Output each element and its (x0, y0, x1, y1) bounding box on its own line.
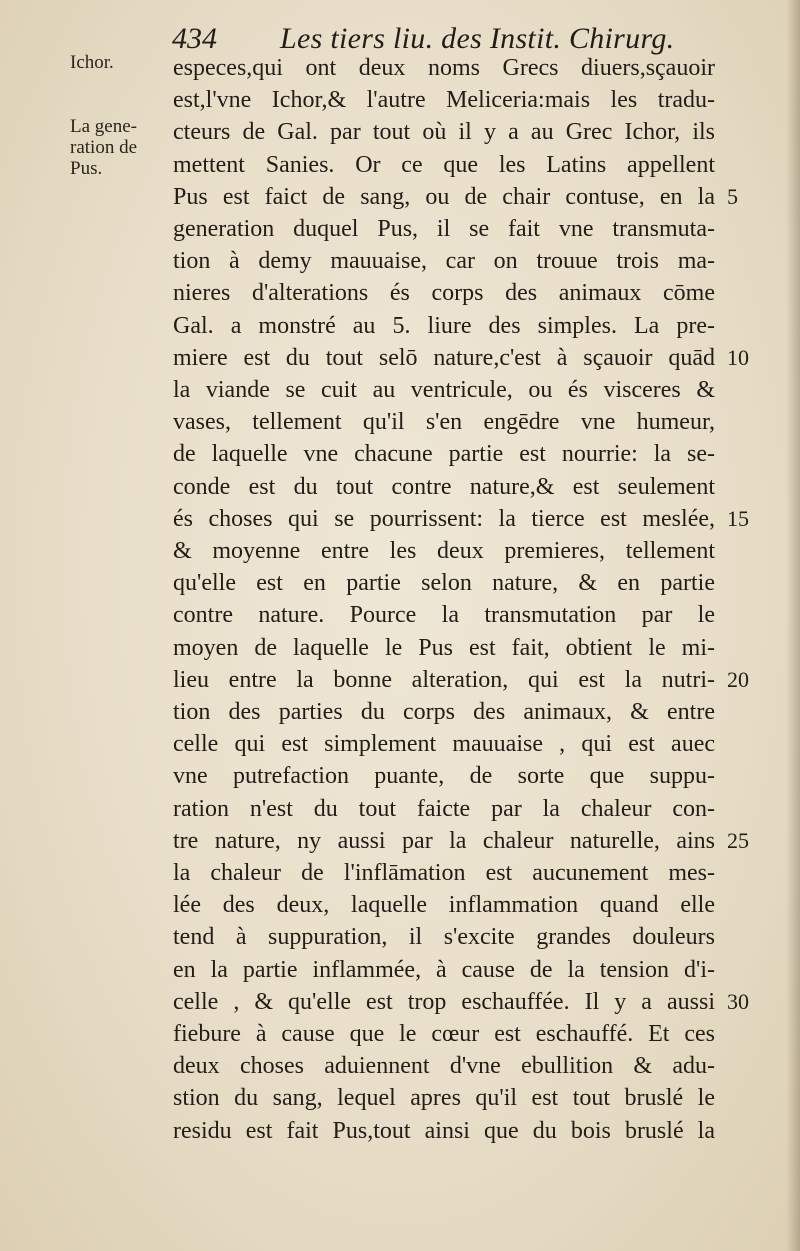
text-line: de laquelle vne chacune partie est nourrie: la se- (173, 441, 715, 468)
text-line: tre nature, ny aussi par la chaleur naturelle, ains (173, 827, 715, 854)
text-line: fiebure à cause que le cœur est eschauffé. Et ces (173, 1021, 715, 1047)
line-number: 30 (727, 988, 749, 1014)
text-line: tion des parties du corps des animaux, & entre (173, 699, 715, 725)
line-number: 15 (727, 505, 749, 531)
text-line: ration n'est du tout faicte par la chaleur con- (173, 795, 715, 822)
text-line: nieres d'alterations és corps des animaux cōme (173, 280, 715, 307)
text-line: conde est du tout contre nature,& est seulement (173, 473, 715, 500)
text-line: miere est du tout selō nature,c'est à sçauoir quād (173, 344, 715, 371)
text-line: tend à suppuration, il s'excite grandes douleurs (173, 924, 715, 951)
line-number: 25 (727, 827, 749, 853)
text-line: Pus est faict de sang, ou de chair contuse, en la (173, 183, 715, 210)
margin-note-ichor: Ichor. (70, 52, 114, 73)
text-line: qu'elle est en partie selon nature, & en partie (173, 570, 715, 597)
text-line: deux choses aduiennent d'vne ebullition & adu- (173, 1053, 715, 1080)
text-line: moyen de laquelle le Pus est fait, obtient le mi- (173, 634, 715, 661)
text-line: lée des deux, laquelle inflammation quand elle (173, 892, 715, 919)
text-line: residu est fait Pus,tout ainsi que du bois bruslé la (173, 1117, 715, 1144)
text-line: vne putrefaction puante, de sorte que suppu- (173, 763, 715, 790)
text-line: en la partie inflammée, à cause de la tension d'i- (173, 956, 715, 983)
text-line: vases, tellement qu'il s'en engēdre vne humeur, (173, 409, 715, 436)
text-line: la viande se cuit au ventricule, ou és visceres & (173, 377, 715, 403)
text-line: mettent Sanies. Or ce que les Latins appellent (173, 151, 715, 178)
margin-note-generation-of-pus: La gene-ration de Pus. (70, 116, 138, 179)
text-line: cteurs de Gal. par tout où il y a au Grec Ichor, ils (173, 119, 715, 146)
running-title: Les tiers liu. des Instit. Chirurg. (280, 22, 675, 55)
line-number: 20 (727, 666, 749, 692)
line-number: 5 (727, 183, 738, 209)
line-number: 10 (727, 344, 749, 370)
text-line: tion à demy mauuaise, car on trouue trois ma- (173, 248, 715, 275)
text-line: generation duquel Pus, il se fait vne transmuta- (173, 216, 715, 242)
text-line: stion du sang, lequel apres qu'il est tout bruslé le (173, 1085, 715, 1112)
text-line: lieu entre la bonne alteration, qui est la nutri- (173, 666, 715, 693)
text-line: especes,qui ont deux noms Grecs diuers,sçauoir (173, 55, 715, 81)
page-number: 434 (172, 22, 217, 55)
text-line: és choses qui se pourrissent: la tierce est meslée, (173, 505, 715, 532)
text-line: contre nature. Pource la transmutation par le (173, 602, 715, 629)
page-gutter-shadow (786, 0, 800, 1251)
text-line: est,l'vne Ichor,& l'autre Meliceria:mais les tradu- (173, 87, 715, 114)
text-line: la chaleur de l'inflāmation est aucunement mes- (173, 860, 715, 886)
text-line: celle qui est simplement mauuaise , qui est auec (173, 731, 715, 758)
text-line: Gal. a monstré au 5. liure des simples. La pre- (173, 312, 715, 339)
text-line: & moyenne entre les deux premieres, tellement (173, 538, 715, 564)
text-line: celle , & qu'elle est trop eschauffée. Il y a aussi (173, 988, 715, 1015)
